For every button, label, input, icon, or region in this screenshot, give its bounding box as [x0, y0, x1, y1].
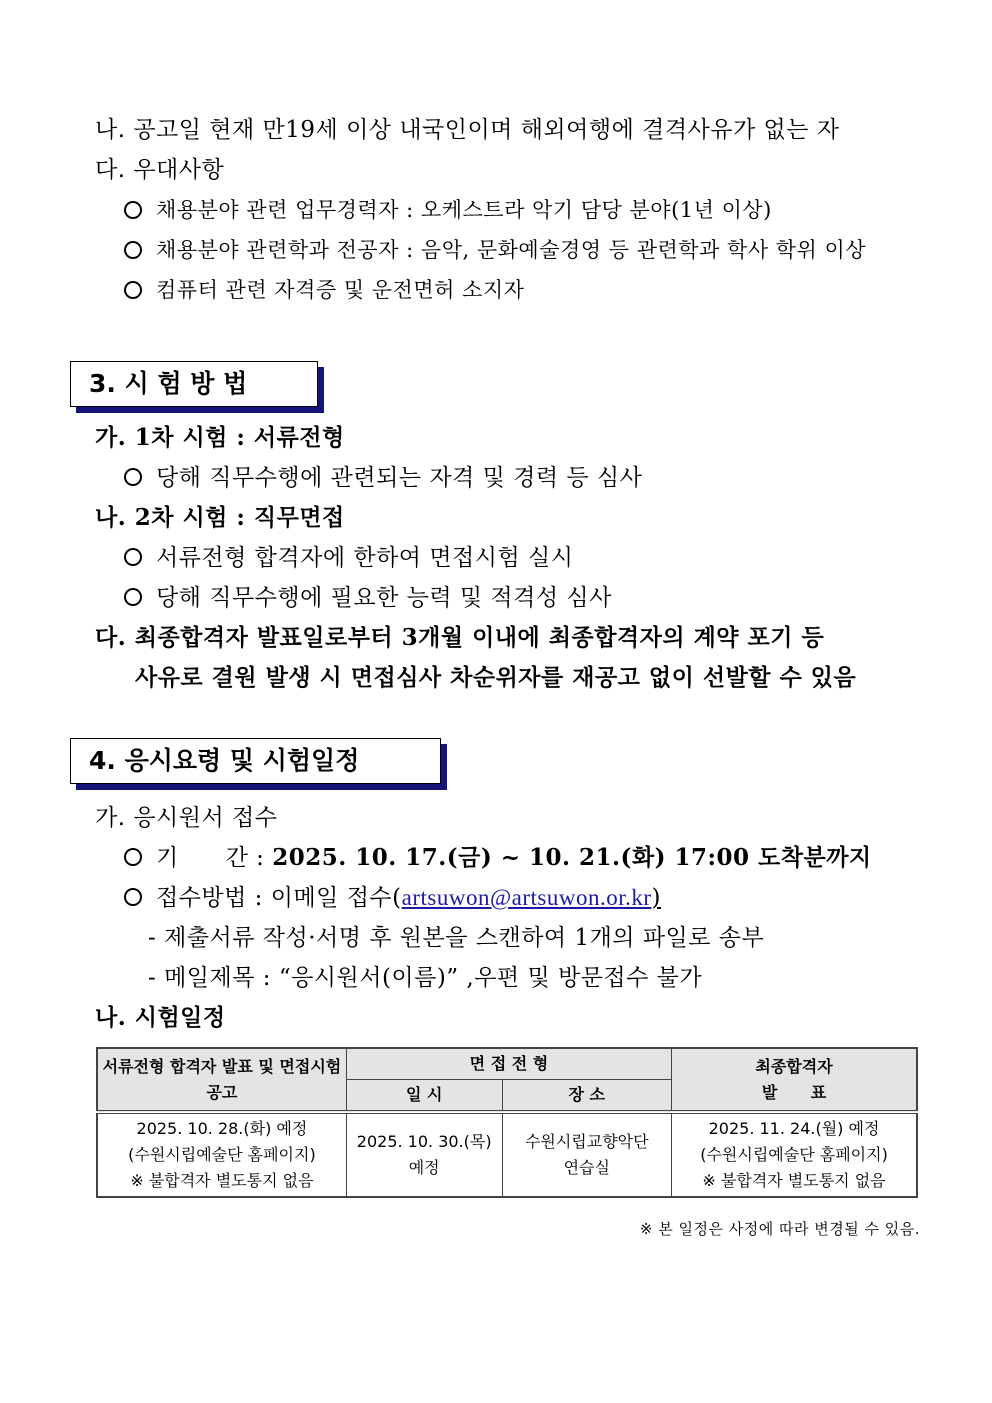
- header-date: 일 시: [346, 1080, 502, 1113]
- application-method: 접수방법 : 이메일 접수(artsuwon@artsuwon.or.kr): [124, 883, 661, 913]
- cell-interview-place: 수원시립교향악단 연습실: [502, 1112, 672, 1197]
- cell-document-result: 2025. 10. 28.(화) 예정 (수원시립예술단 홈페이지) ※ 불합격자 별도통지 없음: [97, 1112, 346, 1197]
- exam-note-line2: 사유로 결원 발생 시 면접심사 차순위자를 재공고 없이 선발할 수 있음: [135, 664, 857, 691]
- preference-item: 컴퓨터 관련 자격증 및 운전면허 소지자: [124, 275, 524, 305]
- section4-heading: 4. 응시요령 및 시험일정: [70, 738, 441, 784]
- exam-first-stage: 가. 1차 시험 : 서류전형: [95, 424, 345, 451]
- circle-bullet-icon: [124, 281, 142, 299]
- table-row: [97, 1112, 917, 1197]
- circle-bullet-icon: [124, 888, 142, 906]
- circle-bullet-icon: [124, 848, 142, 866]
- exam-note-line1: 다. 최종합격자 발표일로부터 3개월 이내에 최종합격자의 계약 포기 등: [95, 624, 825, 651]
- circle-bullet-icon: [124, 588, 142, 606]
- exam-item: 당해 직무수행에 필요한 능력 및 적격성 심사: [124, 583, 612, 613]
- exam-item: 당해 직무수행에 관련되는 자격 및 경력 등 심사: [124, 463, 642, 493]
- qualification-na: 나. 공고일 현재 만19세 이상 내국인이며 해외여행에 결격사유가 없는 자: [95, 117, 840, 143]
- cell-interview-date: 2025. 10. 30.(목) 예정: [346, 1112, 502, 1197]
- circle-bullet-icon: [124, 201, 142, 219]
- schedule-footnote: ※ 본 일정은 사정에 따라 변경될 수 있음.: [639, 1220, 920, 1238]
- application-subitem: - 제출서류 작성·서명 후 원본을 스캔하여 1개의 파일로 송부: [148, 925, 765, 951]
- header-interview: 면 접 전 형: [346, 1048, 671, 1080]
- header-place: 장 소: [502, 1080, 672, 1113]
- preference-item: 채용분야 관련 업무경력자 : 오케스트라 악기 담당 분야(1년 이상): [124, 195, 772, 225]
- cell-final-result: 2025. 11. 24.(월) 예정 (수원시립예술단 홈페이지) ※ 불합격자 별도통지 없음: [672, 1112, 917, 1197]
- header-document-result: 서류전형 합격자 발표 및 면접시험 공고: [97, 1048, 346, 1112]
- application-subitem: - 메일제목 : “응시원서(이름)” ,우편 및 방문접수 불가: [148, 965, 703, 991]
- schedule-heading: 나. 시험일정: [95, 1004, 226, 1031]
- circle-bullet-icon: [124, 548, 142, 566]
- email-link[interactable]: artsuwon@artsuwon.or.kr: [401, 885, 652, 910]
- section3-heading: 3. 시 험 방 법: [70, 361, 318, 407]
- circle-bullet-icon: [124, 241, 142, 259]
- application-heading: 가. 응시원서 접수: [95, 805, 278, 831]
- application-period: 기 간 : 2025. 10. 17.(금) ~ 10. 21.(화) 17:00 도착분까지: [124, 843, 872, 873]
- circle-bullet-icon: [124, 468, 142, 486]
- header-final: 최종합격자 발 표: [672, 1048, 917, 1112]
- schedule-table: [96, 1047, 918, 1198]
- exam-item: 서류전형 합격자에 한하여 면접시험 실시: [124, 543, 573, 573]
- exam-second-stage: 나. 2차 시험 : 직무면접: [95, 504, 345, 531]
- preference-item: 채용분야 관련학과 전공자 : 음악, 문화예술경영 등 관련학과 학사 학위 이상: [124, 235, 866, 265]
- preferences-heading: 다. 우대사항: [95, 157, 225, 183]
